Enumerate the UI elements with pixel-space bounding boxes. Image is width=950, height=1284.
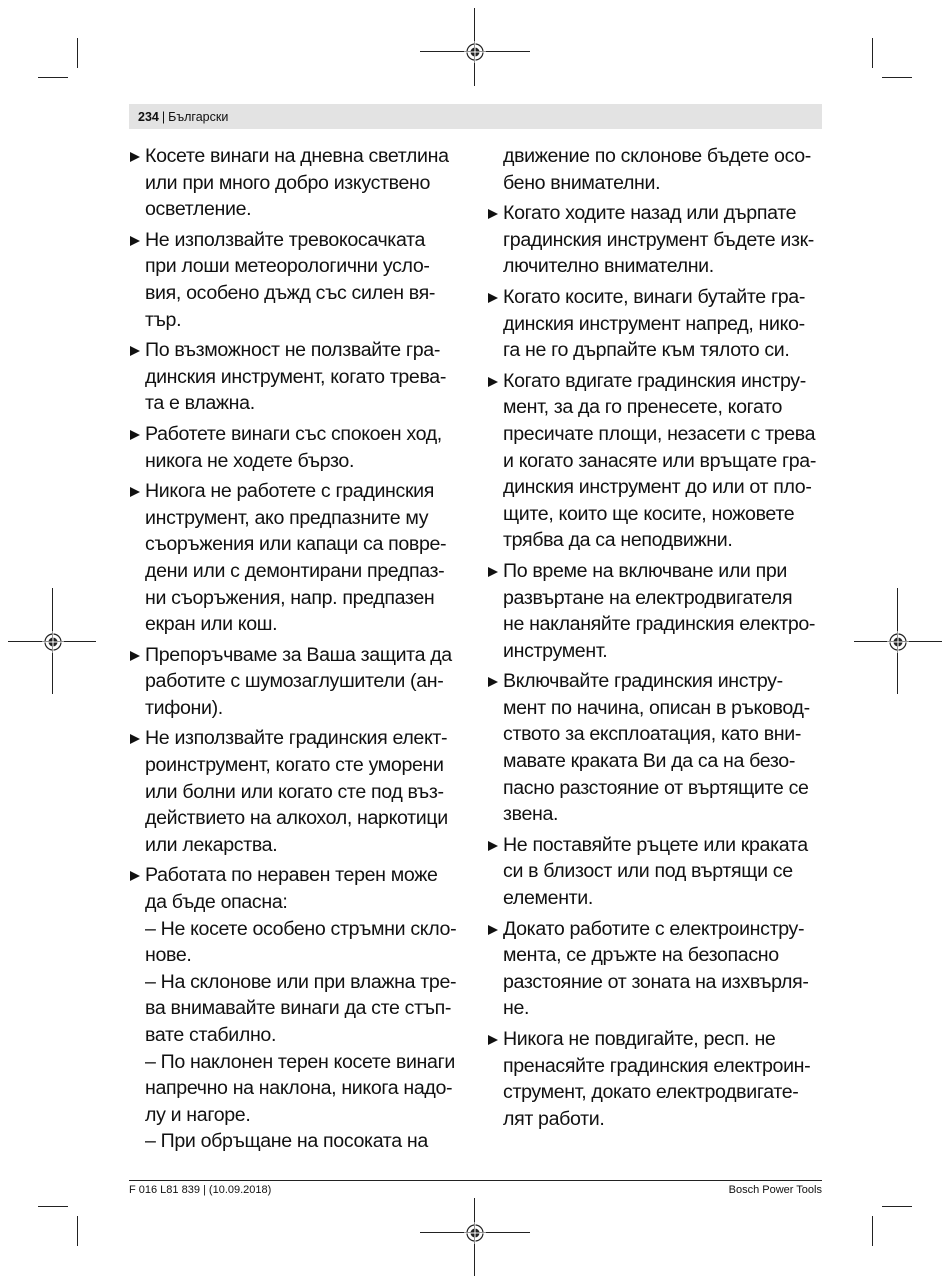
bullet-arrow-icon [130, 236, 140, 246]
crop-mark [872, 1216, 873, 1246]
bullet-arrow-icon [488, 1035, 498, 1045]
bullet-arrow-icon [488, 293, 498, 303]
list-item: Включвайте градинския инстру- мент по начина, описан в ръковод- ството за експлоатация, като вни- мавате краката Ви да са на безо- пасно разстояние от въртящите се звена. [487, 668, 827, 828]
list-item: Никога не работете с градинския инструмент, ако предпазните му съоръжения или капаци са повре- дени или с демонтирани предпаз- ни съоръжения, напр. предпазен екран или кош. [129, 478, 469, 638]
bullet-arrow-icon [488, 567, 498, 577]
bullet-arrow-icon [488, 377, 498, 387]
bullet-arrow-icon [130, 346, 140, 356]
bullet-arrow-icon [488, 841, 498, 851]
list-item: По възможност не ползвайте гра- динския инструмент, когато трева- та е влажна. [129, 337, 469, 417]
bullet-arrow-icon [130, 651, 140, 661]
crop-mark [38, 1206, 68, 1207]
bullet-arrow-icon [130, 871, 140, 881]
footer-brand: Bosch Power Tools [728, 1184, 822, 1196]
list-item: Косете винаги на дневна светлина или при много добро изкуствено осветление. [129, 143, 469, 223]
continued-paragraph: движение по склонове бъдете осо- бено внимателни. [503, 145, 811, 194]
header-separator: | [161, 110, 166, 124]
page-header [138, 109, 228, 125]
page-number: 234 [138, 110, 159, 124]
list-item: Не използвайте тревокосачката при лоши метеорологични усло- вия, особено дъжд със силен вя- тър. [129, 227, 469, 333]
list-item: Работете винаги със спокоен ход, никога не ходете бързо. [129, 421, 469, 474]
registration-mark-icon [42, 631, 64, 653]
registration-mark-icon [464, 41, 486, 63]
crop-mark [38, 77, 68, 78]
bullet-arrow-icon [130, 430, 140, 440]
footer-divider [129, 1180, 822, 1181]
list-item: Не поставяйте ръцете или краката си в близост или под въртящи се елементи. [487, 832, 827, 912]
bullet-arrow-icon [130, 152, 140, 162]
registration-mark-icon [464, 1222, 486, 1244]
list-item: Докато работите с електроинстру- мента, се дръжте на безопасно разстояние от зоната на изхвърля- не. [487, 916, 827, 1022]
list-item: Никога не повдигайте, респ. не пренасяйте градинския електроин- струмент, докато електродвигате- лят работи. [487, 1026, 827, 1132]
bullet-arrow-icon [130, 734, 140, 744]
crop-mark [882, 77, 912, 78]
crop-mark [882, 1206, 912, 1207]
list-item: Не използвайте градинския елект- роинструмент, когато сте уморени или болни или когато сте под въз- действието на алкохол, наркотици или лекарства. [129, 725, 469, 858]
list-item: Когато ходите назад или дърпате градинския инструмент бъдете изк- лючително внимателни. [487, 200, 827, 280]
footer-doc-code: F 016 L81 839 | (10.09.2018) [129, 1184, 272, 1196]
bullet-arrow-icon [488, 925, 498, 935]
crop-mark [872, 38, 873, 68]
header-language: Български [168, 110, 229, 124]
right-column [487, 143, 827, 1136]
crop-mark [77, 1216, 78, 1246]
page-header-bar [129, 104, 822, 129]
list-item: Работата по неравен терен може да бъде опасна: – Не косете особено стръмни скло- нове. – На склонове или при влажна тре- ва внимавайте винаги да сте стъп- вате стабилно. – По наклонен терен косете винаги напречно на наклона, никога надо- лу и нагоре. – При обръщане на посоката на [129, 862, 469, 1155]
list-item: По време на включване или при развъртане на електродвигателя не накланяйте градинския електро- инструмент. [487, 558, 827, 664]
bullet-arrow-icon [488, 209, 498, 219]
list-item: Препоръчваме за Ваша защита да работите с шумозаглушители (ан- тифони). [129, 642, 469, 722]
left-column [129, 143, 469, 1159]
list-item: Когато вдигате градинския инстру- мент, за да го пренесете, когато пресичате площи, незасети с трева и когато занасяте или връщате гра- динския инструмент до или от пло- щите, които ще косите, ножовете трябва да са неподвижни. [487, 368, 827, 554]
crop-mark [77, 38, 78, 68]
list-item: Когато косите, винаги бутайте гра- динския инструмент напред, нико- га не го дърпайте към тялото си. [487, 284, 827, 364]
registration-mark-icon [887, 631, 909, 653]
bullet-arrow-icon [130, 487, 140, 497]
bullet-arrow-icon [488, 677, 498, 687]
